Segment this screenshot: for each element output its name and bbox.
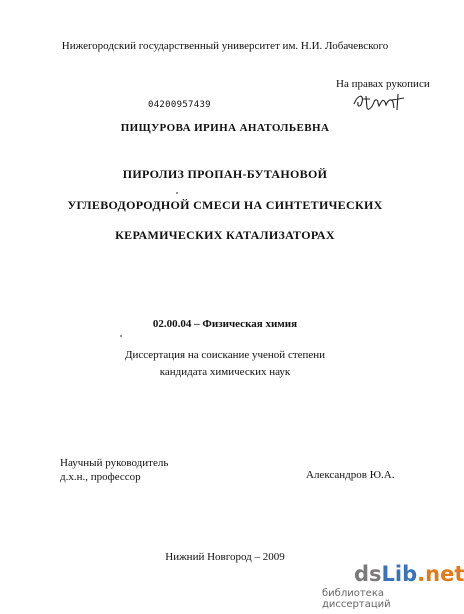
scan-speck — [120, 335, 122, 337]
city-year: Нижний Новгород – 2009 — [165, 551, 285, 563]
watermark-logo — [354, 562, 464, 586]
title-line-1: ПИРОЛИЗ ПРОПАН-БУТАНОВОЙ — [122, 167, 328, 181]
title-line-2: УГЛЕВОДОРОДНОЙ СМЕСИ НА СИНТЕТИЧЕСКИХ — [67, 198, 383, 212]
dissertation-line-2: кандидата химических наук — [159, 366, 291, 378]
university-name: Нижегородский государственный университет им. Н.И. Лобачевского — [61, 40, 389, 52]
author-name: ПИЩУРОВА ИРИНА АНАТОЛЬЕВНА — [120, 122, 330, 134]
specialty-code: 02.00.04 – Физическая химия — [152, 318, 298, 330]
handwritten-signature — [352, 90, 408, 112]
scan-speck — [176, 192, 178, 194]
supervisor-degree: д.х.н., профессор — [60, 471, 141, 483]
watermark-subtitle: библиотека диссертаций — [322, 588, 391, 610]
rights-note: На правах рукописи — [336, 78, 430, 90]
supervisor-role: Научный руководитель — [60, 457, 169, 469]
title-line-3: КЕРАМИЧЕСКИХ КАТАЛИЗАТОРАХ — [115, 228, 335, 242]
supervisor-name: Александров Ю.А. — [306, 469, 395, 481]
registration-number: 04200957439 — [148, 100, 211, 110]
dissertation-line-1: Диссертация на соискание ученой степени — [124, 349, 326, 361]
watermark-ds: ds — [354, 562, 382, 586]
watermark-lib: Lib — [381, 562, 418, 586]
watermark-net: .net — [417, 562, 464, 586]
